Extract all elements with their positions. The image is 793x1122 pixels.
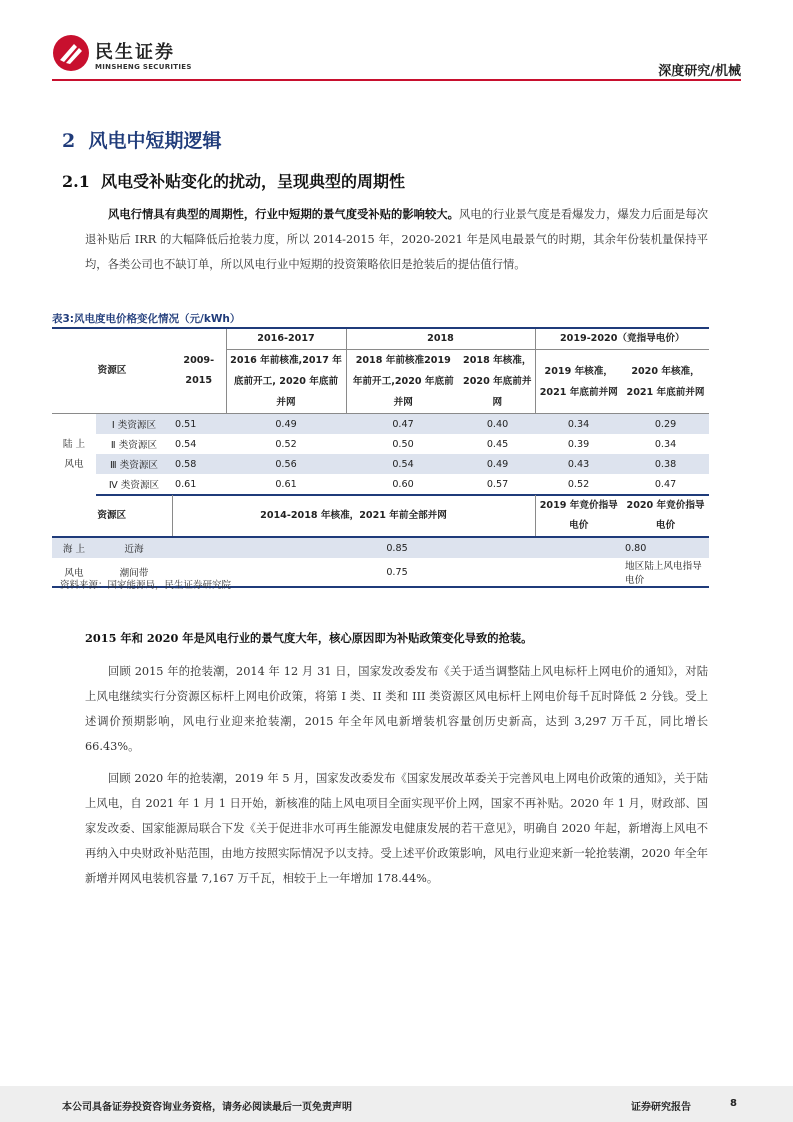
table-cell: 0.52 [535, 474, 622, 495]
table-cell: 0.60 [346, 474, 460, 495]
zone-label: Ⅱ 类资源区 [110, 440, 158, 451]
table-title: 表3:风电度电价格变化情况（元/kWh） [52, 313, 241, 325]
header2-2019-bid: 2019 年竞价指导电价 [535, 495, 622, 537]
table-cell: 地区陆上风电指导电价 [622, 558, 709, 587]
header2-2020-bid: 2020 年竞价指导电价 [622, 495, 709, 537]
minsheng-logo-icon [52, 34, 90, 72]
intro-bold-lead: 风电行情具有典型的周期性，行业中短期的景气度受补贴的影响较大。 [108, 207, 459, 221]
header-group-2018: 2018 [346, 329, 535, 350]
onshore-label-line1: 陆 上 [62, 438, 86, 450]
zone-label: Ⅲ 类资源区 [96, 454, 172, 474]
table-cell: 0.38 [622, 454, 709, 474]
intro-text: 风电的行业景气度是看爆发力，爆发力后面是每次退补贴后 IRR 的大幅降低后抢装力度，所以 2014-2015 年，2020-2021 年是风电最景气的时期，其余年份装机量保持平均，各类公司也不缺订单，所以风电行业中短期的投资策略依旧是抢装后的提估值行情。 [85, 208, 708, 271]
table-row [52, 474, 709, 495]
table-cell: 0.58 [172, 454, 226, 474]
table-cell: 0.52 [275, 438, 297, 450]
header2-resource-zone: 资源区 [52, 495, 172, 537]
table-cell: 0.49 [226, 414, 346, 435]
logo-english-text: MINSHENG SECURITIES [95, 63, 192, 71]
table-cell: 0.34 [535, 414, 622, 435]
table-cell: 0.49 [460, 454, 535, 474]
table-source: 资料来源：国家能源局，民生证券研究院 [60, 580, 232, 591]
header-resource-zone: 资源区 [52, 329, 172, 414]
table-row [52, 414, 709, 435]
zone-label: 近海 [96, 537, 172, 558]
footer-disclaimer: 本公司具备证券投资咨询业务资格，请务必阅读最后一页免责声明 [62, 1102, 352, 1113]
table-row [52, 434, 709, 454]
table-cell: 0.50 [392, 438, 414, 450]
header2-2014-2018: 2014-2018 年核准，2021 年前全部并网 [172, 495, 535, 537]
subsection-heading: 2.1 风电受补贴变化的扰动，呈现典型的周期性 [62, 172, 405, 191]
table-cell: 0.54 [175, 438, 197, 450]
header-group-2016-2017: 2016-2017 [226, 329, 346, 350]
report-category: 深度研究/机械 [658, 64, 741, 79]
header-group-2019-2020: 2019-2020（竞指导电价） [535, 329, 709, 350]
table-cell: 0.61 [226, 474, 346, 495]
table-row [52, 537, 709, 558]
table-cell: 0.29 [622, 414, 709, 435]
table-cell: 0.43 [535, 454, 622, 474]
table-cell: 0.45 [486, 438, 509, 450]
header-2009-2015: 2009-2015 [172, 329, 226, 414]
paragraph-2020: 回顾 2020 年的抢装潮，2019 年 5 月，国家发改委发布《国家发展改革委关于完善风电上网电价政策的通知》，关于陆上风电，自 2021 年 1 月 1 日开始，新核准的陆上风电项目全面实现平价上网，国家不再补贴。2020 年 1 月，财政部、国家发改委、国家能源局联合下发《关于促进非水可再生能源发电健康发展的若干意见》，明确自 2020 年起，新增海上风电不再纳入中央财政补贴范围，由地方按照实际情况予以支持。受上述平价政策影响，风电行业迎来新一轮抢装潮，2020 年全年新增并网风电装机容量 7,167 万千瓦，相较于上一年增加 178.44%。 [85, 772, 708, 885]
onshore-label-line2: 风电 [64, 458, 84, 470]
section-heading: 2 风电中短期逻辑 [62, 130, 222, 152]
zone-label: Ⅳ 类资源区 [96, 474, 172, 495]
table-cell: 0.61 [172, 474, 226, 495]
table-cell: 0.51 [172, 414, 226, 435]
footer-report-type: 证券研究报告 [631, 1102, 691, 1113]
table-cell: 0.85 [172, 537, 622, 558]
table-cell: 0.80 [622, 537, 709, 558]
zone-label: Ⅰ 类资源区 [96, 414, 172, 435]
intro-paragraph [85, 202, 708, 277]
offshore-label-line2: 风电 [52, 558, 96, 587]
table-cell: 0.47 [622, 474, 709, 495]
table-cell: 0.34 [654, 438, 677, 450]
table-cell: 0.75 [172, 558, 622, 587]
company-logo [52, 30, 212, 78]
logo-chinese-text: 民生证券 [95, 42, 175, 63]
header-sub-2016: 2016 年前核准,2017 年底前开工, 2020 年底前并网 [226, 350, 346, 414]
table-row [52, 454, 709, 474]
zone-label: 潮间带 [96, 558, 172, 587]
table-cell: 0.40 [460, 414, 535, 435]
header-divider [52, 79, 741, 81]
table-cell: 0.47 [346, 414, 460, 435]
header-sub-2020: 2020 年核准，2021 年底前并网 [622, 350, 709, 414]
header-sub-2019: 2019 年核准，2021 年底前并网 [535, 350, 622, 414]
page-number: 8 [730, 1098, 737, 1109]
key-finding-text: 2015 年和 2020 年是风电行业的景气度大年，核心原因即为补贴政策变化导致的抢装。 [85, 631, 533, 645]
wind-price-table [52, 329, 709, 588]
table-cell: 0.39 [567, 438, 590, 450]
header-sub-2018b: 2018 年核准，2020 年底前并网 [460, 350, 535, 414]
header-sub-2018a: 2018 年前核准2019 年前开工,2020 年底前并网 [346, 350, 460, 414]
table-cell: 0.56 [226, 454, 346, 474]
paragraph-2015: 回顾 2015 年的抢装潮，2014 年 12 月 31 日，国家发改委发布《关于适当调整陆上风电标杆上网电价的通知》，对陆上风电继续实行分资源区标杆上网电价政策，将第 I 类、II 类和 III 类资源区风电标杆上网电价每千瓦时降低 2 分钱。受上述调价预期影响，风电行业迎来抢装潮，2015 年全年风电新增装机容量创历史新高，达到 3,297 万千瓦，同比增长 66.43%。 [85, 665, 708, 753]
table-cell: 0.57 [460, 474, 535, 495]
onshore-label [52, 414, 96, 496]
table-cell: 0.54 [346, 454, 460, 474]
offshore-label-line1: 海 上 [52, 537, 96, 558]
key-finding [85, 626, 708, 651]
